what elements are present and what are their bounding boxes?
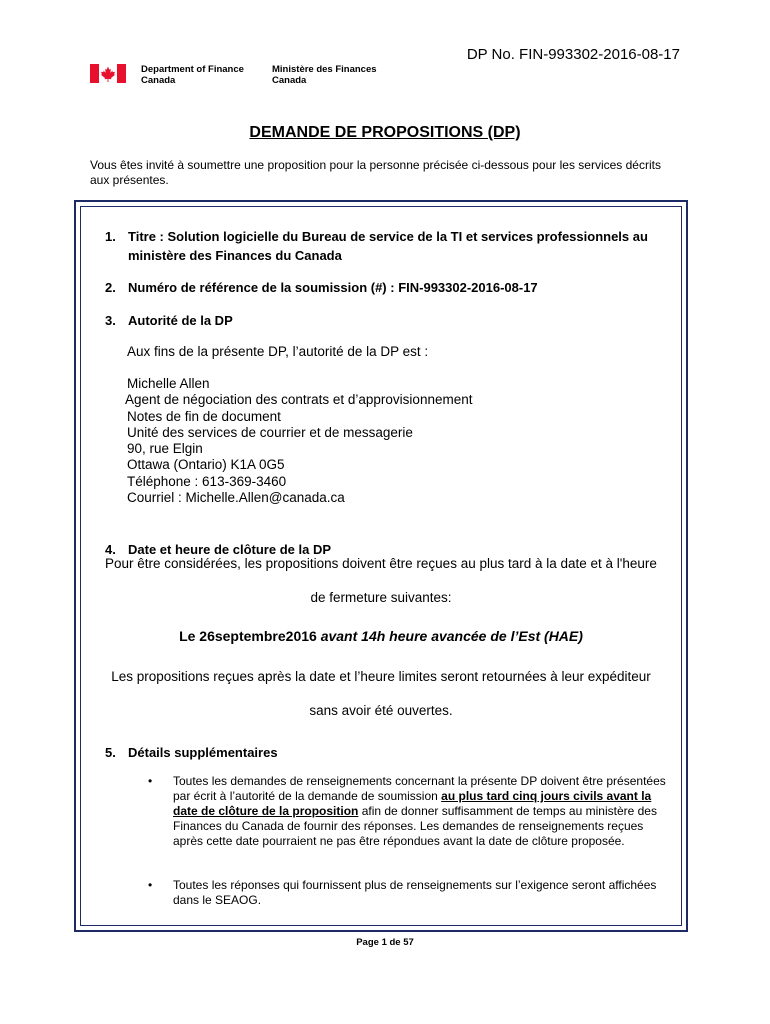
bullet-icon: • [148, 878, 153, 892]
address-line: Téléphone : 613-369-3460 [127, 473, 287, 489]
address-line: Notes de fin de document [127, 408, 281, 424]
authority-address [127, 376, 472, 506]
late-proposals-line1: Les propositions reçues après la date et l’heure limites seront retournées à leur expéditeur [111, 669, 651, 684]
bullet-responses: Toutes les réponses qui fournissent plus de renseignements sur l’exigence seront affichées dans le SEAOG. [173, 878, 657, 907]
page-title: DEMANDE DE PROPOSITIONS (DP) [249, 124, 521, 141]
authority-intro: Aux fins de la présente DP, l’autorité de la DP est : [127, 344, 429, 359]
page-number: Page 1 de 57 [356, 937, 414, 948]
address-line: Unité des services de courrier et de messagerie [127, 424, 413, 440]
address-line: Courriel : Michelle.Allen@canada.ca [127, 490, 345, 506]
address-line: Ottawa (Ontario) K1A 0G5 [127, 457, 285, 473]
closing-text-line1: Pour être considérées, les propositions doivent être reçues au plus tard à la date et à l'heure [105, 556, 657, 571]
closing-text-line2: de fermeture suivantes: [310, 590, 452, 605]
bullet-inquiries: Toutes les demandes de renseignements concernant la présente DP doivent être présentées par écrit à l’autorité de la demande de soumission au plus tard cinq jours civils avant la date de clôture de la proposition afin de donner suffisamment de temps au ministère des Finances du Canada de fournir des réponses. Les demandes de renseignements reçues après cette date pourraient ne pas être répondues avant la date de clôture proposée. [173, 774, 666, 848]
canada-flag-logo [90, 64, 126, 83]
address-line: Michelle Allen [127, 376, 210, 391]
dp-number: DP No. FIN-993302-2016-08-17 [466, 46, 680, 63]
address-line: 90, rue Elgin [127, 441, 203, 457]
department-english: Department of Finance Canada [141, 64, 244, 86]
closing-deadline: Le 26septembre2016 avant 14h heure avancée de l’Est (HAE) [179, 628, 583, 644]
address-line: Agent de négociation des contrats et d’approvisionnement [125, 392, 473, 408]
late-proposals-line2: sans avoir été ouvertes. [309, 703, 453, 718]
department-french: Ministère des Finances Canada [272, 64, 377, 86]
intro-paragraph: Vous êtes invité à soumettre une proposition pour la personne précisée ci-dessous pour les services décrits aux présentes. [90, 158, 661, 187]
bullet-icon: • [148, 774, 153, 788]
